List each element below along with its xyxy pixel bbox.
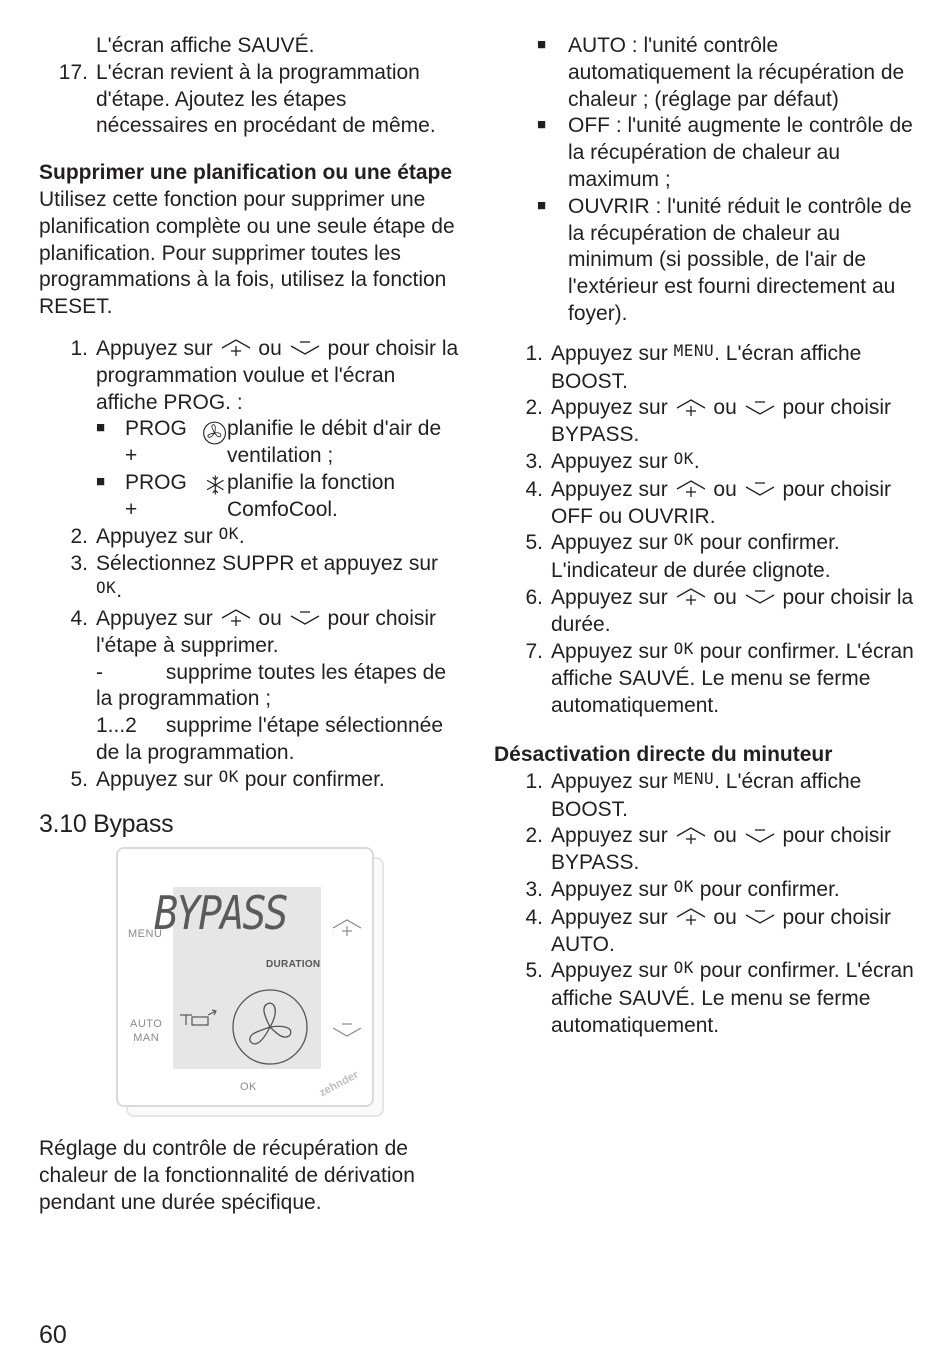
option-text: supprime l'étape sélectionnée de la programmation. <box>96 714 444 764</box>
left-column <box>39 33 459 1217</box>
square-bullet-icon: ■ <box>537 116 547 134</box>
ok-key-label: OK <box>673 530 694 550</box>
step-text: ou <box>713 477 737 501</box>
step-text: pour confirmer. <box>244 767 385 791</box>
bypass-step-3: 3. Appuyez sur OK. <box>494 449 914 477</box>
bypass-step-7 <box>494 639 914 720</box>
step-number: 1. <box>525 341 543 365</box>
down-minus-arrow-icon <box>288 605 322 627</box>
ok-key-label: OK <box>218 523 239 543</box>
square-bullet-icon: ■ <box>537 36 547 53</box>
step-text: pour choisir BYPASS. <box>551 824 892 875</box>
timer-step-1 <box>494 769 914 824</box>
step-text: Appuyez sur <box>551 877 668 901</box>
up-plus-arrow-icon <box>674 476 708 498</box>
step-text: ou <box>713 585 737 609</box>
down-minus-arrow-icon[interactable] <box>330 1017 364 1039</box>
step-number: 2. <box>525 396 543 420</box>
step-number: 3. <box>525 877 543 901</box>
right-column <box>494 33 914 1040</box>
step-text: Appuyez sur <box>551 905 668 929</box>
timer-steps-list <box>494 769 914 1040</box>
bypass-steps-list <box>494 341 914 720</box>
mode-auto-item <box>537 33 914 113</box>
menu-key-label: MENU <box>673 340 715 360</box>
delete-option-step <box>96 713 459 767</box>
down-minus-arrow-icon <box>743 395 777 417</box>
ok-key-label: OK <box>673 958 694 978</box>
down-minus-arrow-icon <box>743 476 777 498</box>
step-number: 5. <box>525 959 543 983</box>
step-text: Appuyez sur <box>551 396 668 420</box>
step-text: . L'écran affiche BOOST. <box>551 341 862 393</box>
device-front <box>116 847 374 1107</box>
ok-key-label: OK <box>673 448 694 468</box>
step-number: 7. <box>525 639 543 663</box>
bullet-text: OUVRIR : l'unité réduit le contrôle de la récupération de chaleur au minimum (si possible, de l'air de l'extérieur est fourni directement au foyer). <box>568 194 912 325</box>
auto-man-button-label: AUTO MAN <box>130 1018 163 1045</box>
step-text: pour confirmer. L'écran affiche SAUVÉ. Le menu se ferme automatiquement. <box>551 639 914 718</box>
prog-description: planifie le débit d'air de ventilation ; <box>227 417 442 468</box>
up-plus-arrow-icon <box>674 904 708 926</box>
square-bullet-icon: ■ <box>96 472 106 490</box>
step-number: 5. <box>70 767 88 791</box>
up-plus-arrow-icon[interactable] <box>330 915 364 937</box>
delete-option-all <box>96 660 459 714</box>
bypass-modes-list <box>537 33 914 328</box>
bypass-step-5 <box>494 530 914 585</box>
step-number: 17. <box>58 60 88 84</box>
step-text: pour confirmer. L'indicateur de durée clignote. <box>551 531 840 583</box>
step-number: 4. <box>525 905 543 929</box>
timer-step-5 <box>494 958 914 1039</box>
prog-description: planifie la fonction ComfoCool. <box>227 470 396 521</box>
step-text: Sélectionnez SUPPR et appuyez sur <box>96 552 439 576</box>
step-text: Appuyez sur <box>96 524 213 548</box>
step-text: Appuyez sur <box>551 449 668 473</box>
step-text: Appuyez sur <box>551 341 668 365</box>
option-text: supprime toutes les étapes de la programmation ; <box>96 660 447 711</box>
step-text: pour choisir AUTO. <box>551 905 892 956</box>
snowflake-icon <box>204 472 227 498</box>
intro-delete-schedule: Utilisez cette fonction pour supprimer une planification complète ou une seule étape de planification. Pour supprimer toutes les programmations à la fois, utilisez la fonction RESET. <box>39 187 455 319</box>
step-text: pour choisir OFF ou OUVRIR. <box>551 477 892 528</box>
up-plus-arrow-icon <box>219 335 253 357</box>
step-text: Appuyez sur <box>551 531 668 555</box>
control-panel-illustration <box>116 847 386 1122</box>
heading-timer-disable: Désactivation directe du minuteur <box>494 742 833 766</box>
bullet-text: OFF : l'unité augmente le contrôle de la récupération de chaleur au maximum ; <box>568 114 913 191</box>
step-16-continuation <box>39 33 459 60</box>
bypass-valve-icon <box>178 1009 220 1029</box>
step-number: 3. <box>70 552 88 576</box>
step-text: pour choisir BYPASS. <box>551 396 892 447</box>
square-bullet-icon: ■ <box>96 419 106 437</box>
menu-button-label: MENU <box>128 928 163 941</box>
delete-steps-list <box>39 336 459 795</box>
bypass-caption: Réglage du contrôle de récupération de chaleur de la fonctionnalité de dérivation pendant une durée spécifique. <box>39 1137 415 1214</box>
timer-step-4 <box>494 905 914 959</box>
bullet-text: AUTO : l'unité contrôle automatiquement la récupération de chaleur ; (réglage par défaut) <box>568 34 905 111</box>
step-number: 2. <box>70 524 88 548</box>
step-text: pour choisir l'étape à supprimer. <box>96 606 437 657</box>
lcd-duration-label: DURATION <box>266 959 321 971</box>
section-title-bypass: 3.10 Bypass <box>39 809 174 838</box>
ok-key-label: OK <box>673 876 694 896</box>
ok-button-label: OK <box>240 1081 257 1094</box>
timer-step-2 <box>494 823 914 877</box>
fan-icon <box>230 987 310 1067</box>
step-17 <box>39 60 459 140</box>
option-key: 1...2 <box>96 714 137 738</box>
down-minus-arrow-icon <box>288 335 322 357</box>
step-text: Appuyez sur <box>96 767 213 791</box>
mode-open-item <box>537 194 914 328</box>
up-plus-arrow-icon <box>674 584 708 606</box>
step-number: 2. <box>525 824 543 848</box>
down-minus-arrow-icon <box>743 823 777 845</box>
step-text: . L'écran affiche BOOST. <box>551 769 862 821</box>
step-number: 1. <box>525 769 543 793</box>
bypass-step-6 <box>494 585 914 639</box>
step-text: Appuyez sur <box>551 769 668 793</box>
step-text: ou <box>713 905 737 929</box>
delete-step-3: 3. Sélectionnez SUPPR et appuyez sur OK. <box>39 551 459 606</box>
step-text: pour choisir la programmation voulue et l'écran affiche PROG. : <box>96 336 459 414</box>
step-text: Appuyez sur <box>551 959 668 983</box>
delete-step-2: 2. Appuyez sur OK. <box>39 524 459 552</box>
menu-key-label: MENU <box>673 768 715 788</box>
square-bullet-icon: ■ <box>537 196 547 214</box>
step-text: ou <box>258 606 282 630</box>
bypass-step-1 <box>494 341 914 396</box>
step-text: Appuyez sur <box>96 606 213 630</box>
heading-delete-schedule: Supprimer une planification ou une étape <box>39 161 453 185</box>
step-number: 3. <box>525 449 543 473</box>
down-minus-arrow-icon <box>743 904 777 926</box>
ok-key-label: OK <box>673 638 694 658</box>
delete-step-4 <box>39 606 459 660</box>
step-text: ou <box>713 396 737 420</box>
up-plus-arrow-icon <box>219 605 253 627</box>
bypass-step-2 <box>494 395 914 449</box>
step-text: Appuyez sur <box>551 824 668 848</box>
step-text: pour confirmer. L'écran affiche SAUVÉ. Le menu se ferme automatiquement. <box>551 959 914 1037</box>
mode-off-item <box>537 113 914 193</box>
timer-step-3 <box>494 877 914 905</box>
down-minus-arrow-icon <box>743 584 777 606</box>
page-number: 60 <box>39 1321 67 1349</box>
step-text: L'écran revient à la programmation d'étape. Ajoutez les étapes nécessaires en procédant de même. <box>96 60 436 138</box>
step-number: 1. <box>70 336 88 360</box>
step-number: 5. <box>525 531 543 555</box>
step-text: Appuyez sur <box>96 336 213 360</box>
step-number: 6. <box>525 585 543 609</box>
step-number: 4. <box>525 477 543 501</box>
bypass-step-4 <box>494 477 914 531</box>
delete-step-1 <box>39 336 459 416</box>
step-text: pour choisir la durée. <box>551 585 914 636</box>
step-text: Appuyez sur <box>551 639 668 663</box>
ok-key-label: OK <box>218 766 239 786</box>
step-text: ou <box>713 824 737 848</box>
brand-logo: zehnder <box>317 1069 361 1100</box>
step-text: ou <box>258 336 282 360</box>
step-text: Appuyez sur <box>551 477 668 501</box>
prog-label: PROG + <box>125 470 187 521</box>
step-number: 4. <box>70 606 88 630</box>
step-text: pour confirmer. <box>699 877 840 901</box>
lcd-bypass-text: BYPASS <box>154 887 287 941</box>
fan-icon <box>202 418 227 448</box>
ok-key-label: OK <box>96 578 117 598</box>
up-plus-arrow-icon <box>674 395 708 417</box>
prog-cool-item <box>96 470 459 524</box>
up-plus-arrow-icon <box>674 823 708 845</box>
delete-step-5 <box>39 767 459 795</box>
prog-fan-item <box>96 416 459 470</box>
step-text: L'écran affiche SAUVÉ. <box>96 34 315 57</box>
option-key: - <box>96 660 103 684</box>
step-text: Appuyez sur <box>551 585 668 609</box>
prog-label: PROG + <box>125 417 187 468</box>
